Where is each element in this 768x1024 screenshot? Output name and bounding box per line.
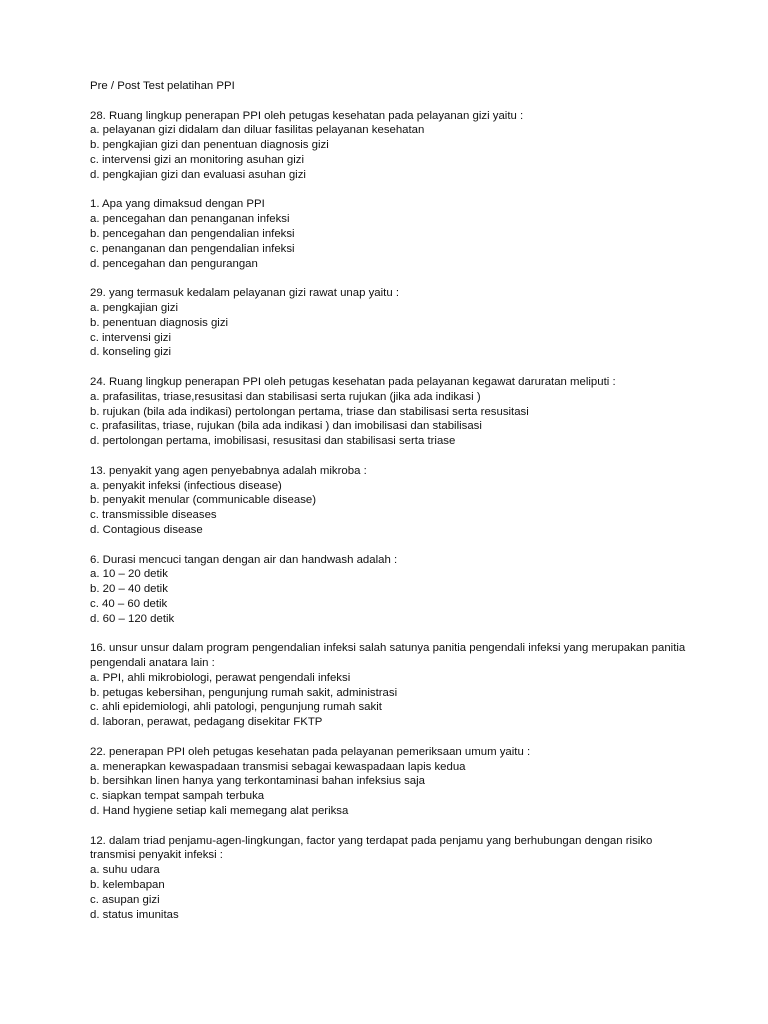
answer-option: c. asupan gizi [90,893,160,906]
question-block [90,197,690,271]
question-block [90,834,690,923]
question-text: 12. dalam triad penjamu-agen-lingkungan, factor yang terdapat pada penjamu yang berhubungan dengan risiko transmisi penyakit infeksi : [90,834,653,862]
answer-option: b. petugas kebersihan, pengunjung rumah sakit, administrasi [90,686,398,699]
answer-options [90,212,690,271]
question-text: 6. Durasi mencuci tangan dengan air dan handwash adalah : [90,553,398,566]
answer-option: a. suhu udara [90,864,160,877]
answer-option: d. pengkajian gizi dan evaluasi asuhan gizi [90,168,306,181]
answer-options [90,567,690,626]
answer-option: d. status imunitas [90,908,179,921]
answer-option: c. transmissible diseases [90,509,217,522]
question-text: 22. penerapan PPI oleh petugas kesehatan pada pelayanan pemeriksaan umum yaitu : [90,745,531,758]
answer-option: b. penyakit menular (communicable disease) [90,494,317,507]
answer-option: b. bersihkan linen hanya yang terkontaminasi bahan infeksius saja [90,775,425,788]
answer-option: b. 20 – 40 detik [90,583,168,596]
answer-option: c. penanganan dan pengendalian infeksi [90,242,295,255]
answer-option: a. pengkajian gizi [90,301,179,314]
answer-option: c. siapkan tempat sampah terbuka [90,790,265,803]
answer-options [90,390,690,449]
answer-option: b. kelembapan [90,879,165,892]
answer-option: a. 10 – 20 detik [90,568,168,581]
answer-options [90,301,690,360]
question-block [90,553,690,627]
answer-option: a. penyakit infeksi (infectious disease) [90,479,282,492]
answer-option: a. prafasilitas, triase,resusitasi dan stabilisasi serta rujukan (jika ada indikasi ) [90,390,481,403]
answer-option: d. pertolongan pertama, imobilisasi, resusitasi dan stabilisasi serta triase [90,435,456,448]
question-text: 28. Ruang lingkup penerapan PPI oleh petugas kesehatan pada pelayanan gizi yaitu : [90,109,524,122]
answer-options [90,863,690,922]
question-text: 29. yang termasuk kedalam pelayanan gizi rawat unap yaitu : [90,287,399,300]
question-text: 13. penyakit yang agen penyebabnya adalah mikroba : [90,464,367,477]
question-block [90,375,690,449]
answer-option: d. 60 – 120 detik [90,612,175,625]
answer-option: b. penentuan diagnosis gizi [90,316,229,329]
answer-option: d. laboran, perawat, pedagang disekitar FKTP [90,716,323,729]
answer-option: a. pencegahan dan penanganan infeksi [90,213,290,226]
answer-option: d. Contagious disease [90,523,203,536]
answer-option: b. rujukan (bila ada indikasi) pertolongan pertama, triase dan stabilisasi serta resusitasi [90,405,529,418]
answer-option: c. ahli epidemiologi, ahli patologi, pengunjung rumah sakit [90,701,382,714]
answer-options [90,671,690,730]
answer-option: c. prafasilitas, triase, rujukan (bila ada indikasi ) dan imobilisasi dan stabilisasi [90,420,482,433]
answer-option: c. intervensi gizi [90,331,172,344]
answer-option: d. pencegahan dan pengurangan [90,257,258,270]
answer-options [90,760,690,819]
question-block [90,745,690,819]
question-block [90,464,690,538]
question-text: 24. Ruang lingkup penerapan PPI oleh petugas kesehatan pada pelayanan kegawat daruratan meliputi : [90,375,616,388]
answer-option: a. pelayanan gizi didalam dan diluar fasilitas pelayanan kesehatan [90,124,425,137]
answer-option: a. PPI, ahli mikrobiologi, perawat pengendali infeksi [90,671,351,684]
question-block [90,641,690,730]
question-block [90,109,690,183]
answer-options [90,123,690,182]
answer-option: d. konseling gizi [90,346,172,359]
answer-option: d. Hand hygiene setiap kali memegang alat periksa [90,805,349,818]
answer-option: b. pengkajian gizi dan penentuan diagnosis gizi [90,139,329,152]
answer-options [90,479,690,538]
answer-option: a. menerapkan kewaspadaan transmisi sebagai kewaspadaan lapis kedua [90,760,466,773]
question-text: 16. unsur unsur dalam program pengendalian infeksi salah satunya panitia pengendali infeksi yang merupakan panitia pengendali anatara lain : [90,642,686,670]
document-content [90,79,690,937]
question-block [90,286,690,360]
document-title: Pre / Post Test pelatihan PPI [90,80,235,92]
question-text: 1. Apa yang dimaksud dengan PPI [90,198,265,211]
answer-option: c. 40 – 60 detik [90,597,168,610]
question-list [90,109,690,923]
answer-option: b. pencegahan dan pengendalian infeksi [90,227,295,240]
answer-option: c. intervensi gizi an monitoring asuhan gizi [90,153,305,166]
